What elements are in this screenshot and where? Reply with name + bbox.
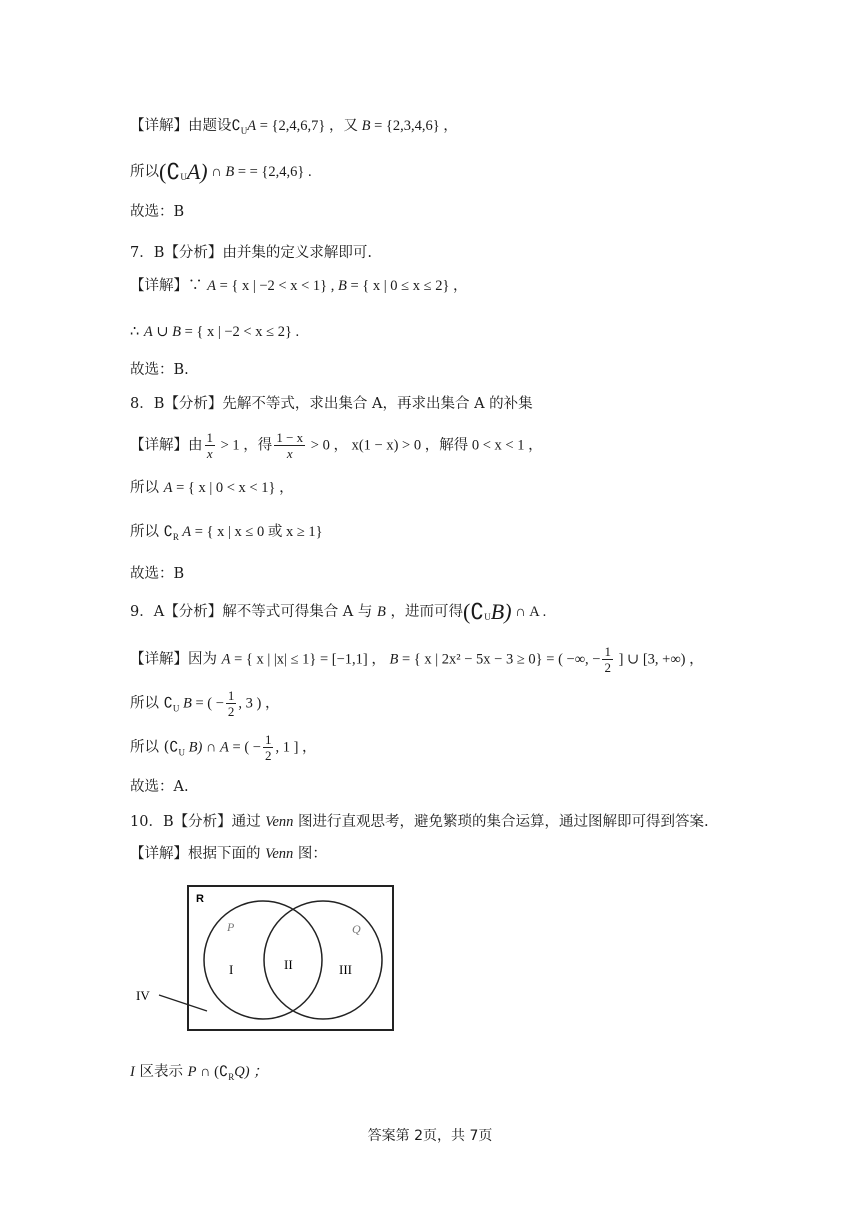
question-8-answer: 故选：B — [130, 566, 185, 582]
question-9-detail-3: 所以 ($∁_U$ B) ∩ A = ( − $\frac{1}{2}$ , 1 ] ， — [130, 732, 317, 763]
question-8-detail-1: 【详解】由 $\frac{1}{x}$ > 1 ，得 $\frac{1 - x}{x}$ > 0 ， x(1 − x) > 0 ，解得 0 < x < 1 ， — [130, 430, 543, 461]
question-9-answer: 故选：A. — [130, 779, 189, 795]
set-q-label: Q — [352, 922, 361, 936]
question-8-analysis: 8．B【分析】先解不等式，求出集合 A，再求出集合 A 的补集 — [130, 396, 533, 412]
question-7-analysis: 7．B【分析】由并集的定义求解即可. — [130, 245, 372, 261]
question-10-detail-2: I 区表示 P ∩ $(∁_RQ)$ ； — [130, 1064, 268, 1082]
question-9-detail-1: 【详解】因为 A = { x | |x| ≤ 1} = [−1,1] ， B = { x | 2x² − 5x − 3 ≥ 0} = ( −∞, − $\frac{1}{2}$ ] ∪ [3, +∞) ， — [130, 644, 704, 675]
question-10-detail-1: 【详解】根据下面的 Venn 图： — [130, 846, 327, 862]
set-q-circle — [264, 901, 382, 1019]
page-footer: 答案第 2页，共 7页 — [367, 1128, 493, 1144]
detail-line-1: 【详解】由题设$∁_UA = \{2,4,6,7\}$ ，又 B = {2,3,4,6} ， — [130, 118, 458, 136]
question-9-analysis: 9．A【分析】解不等式可得集合 A 与 B ，进而可得$(∁_UB)$ ∩ A . — [130, 599, 547, 624]
question-9-detail-2: 所以 $∁_U$ B = ( − $\frac{1}{2}$ , 3 ) ， — [130, 688, 280, 719]
region-4-label: IV — [136, 988, 150, 1003]
set-p-circle — [204, 901, 322, 1019]
fraction: $\frac{1}{x}$ — [206, 430, 213, 461]
question-7-detail-1: 【详解】∵ A = { x | −2 < x < 1} , B = { x | 0 ≤ x ≤ 2} ， — [130, 278, 468, 294]
question-7-detail-2: ∴ A ∪ B = { x | −2 < x ≤ 2} . — [130, 324, 300, 340]
fraction: $\frac{1}{2}$ — [227, 688, 235, 719]
set-p-label: P — [227, 920, 235, 934]
question-8-detail-2: 所以 A = { x | 0 < x < 1} ， — [130, 480, 294, 496]
region-1-label: I — [229, 962, 234, 977]
region-2-label: II — [284, 957, 293, 972]
fraction: $\frac{1 - x}{x}$ — [276, 430, 304, 461]
fraction: $\frac{1}{2}$ — [604, 644, 611, 675]
region-4-pointer — [159, 995, 207, 1011]
question-7-answer: 故选：B. — [130, 362, 189, 378]
detail-line-2: 所以$(∁_UA)$ ∩ B = = {2,4,6} . — [130, 159, 312, 184]
answer-line-6: 故选：B — [130, 204, 185, 220]
venn-diagram — [130, 880, 400, 1040]
universe-label: R — [196, 893, 204, 905]
fraction: $\frac{1}{2}$ — [264, 732, 272, 763]
question-10-analysis: 10．B【分析】通过 Venn 图进行直观思考，避免繁琐的集合运算，通过图解即可得到答案. — [130, 814, 709, 830]
question-8-detail-3: 所以 $∁_R$ A = { x | x ≤ 0 或 x ≥ 1} — [130, 524, 323, 542]
region-3-label: III — [339, 962, 352, 977]
